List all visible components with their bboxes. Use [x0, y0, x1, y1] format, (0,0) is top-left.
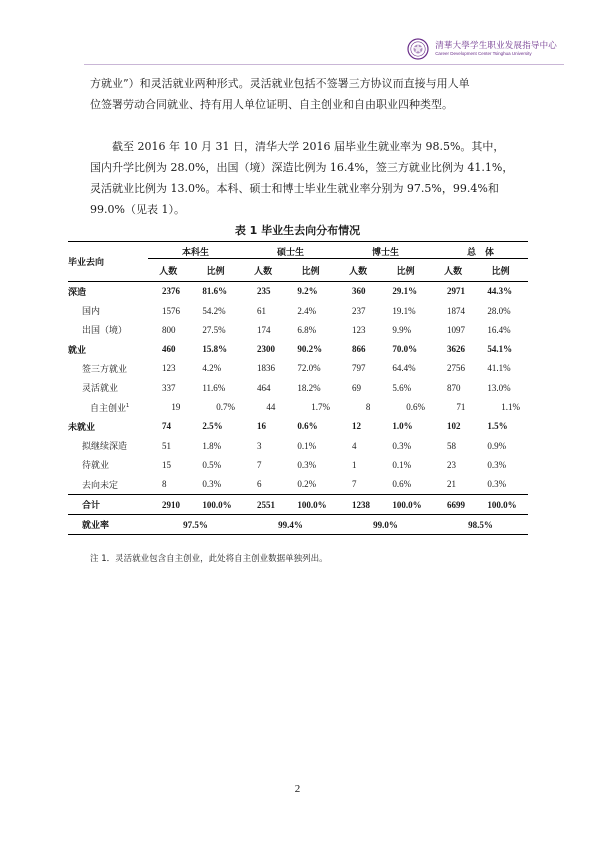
table-cell: 44.3%	[487, 286, 513, 297]
paragraph-2-line: 99.0%（见表 1）。	[90, 203, 185, 216]
rate-value: 97.5%	[148, 515, 243, 535]
header-divider	[84, 64, 564, 65]
table-cell: 6	[256, 479, 262, 490]
table-cell: 64.4%	[392, 363, 416, 374]
table-cell: 0.9%	[487, 440, 507, 451]
table-cell: 71	[456, 402, 466, 413]
table-cell: 1836	[256, 363, 275, 374]
row-label: 出国（境）	[82, 326, 128, 337]
table-cell: 9.2%	[297, 286, 318, 297]
table-cell: 54.2%	[202, 305, 226, 316]
row-label: 未就业	[68, 422, 96, 433]
row-label: 国内	[82, 307, 101, 318]
table-cell: 15	[162, 459, 171, 470]
table-cell: 23	[446, 459, 456, 470]
table-cell: 0.6%	[297, 421, 318, 432]
table-cell: 54.1%	[487, 344, 513, 355]
table-title: 表 1 毕业生去向分布情况	[234, 224, 361, 237]
table-cell: 1	[351, 459, 357, 470]
table-cell: 0.3%	[487, 459, 507, 470]
table-row	[68, 436, 528, 455]
table-cell: 7	[351, 479, 357, 490]
table-cell: 21	[446, 479, 456, 490]
rate-value: 98.5%	[433, 515, 528, 535]
paragraph-2-line: 国内升学比例为 28.0%，出国（境）深造比例为 16.4%，签三方就业比例为 41.1%，	[90, 161, 514, 174]
table-cell: 8	[162, 479, 167, 490]
table-cell: 0.5%	[202, 459, 222, 470]
row-label: 去向未定	[82, 480, 119, 491]
group-header: 硕士生	[243, 242, 338, 262]
table-cell: 58	[446, 440, 456, 451]
paragraph-1-line: 方就业”）和灵活就业两种形式。灵活就业包括不签署三方协议而直接与用人单	[90, 77, 470, 90]
row-header-label: 毕业去向	[68, 242, 148, 282]
table-cell: 2.5%	[202, 421, 223, 432]
table-total-row	[68, 494, 528, 514]
table-cell: 123	[162, 363, 176, 374]
table-cell: 360	[351, 286, 366, 297]
table-cell: 2971	[446, 286, 465, 297]
table-cell: 4.2%	[202, 363, 222, 374]
paragraph-2	[90, 136, 514, 220]
table-footnote: 注 1．灵活就业包含自主创业，此处将自主创业数据单独列出。	[90, 554, 328, 564]
rate-label: 就业率	[68, 515, 148, 535]
row-label: 待就业	[82, 461, 110, 472]
table-cell: 2.4%	[297, 305, 317, 316]
table-cell: 100.0%	[473, 494, 528, 514]
table-cell: 460	[162, 344, 176, 355]
table-row	[68, 455, 528, 474]
table-cell: 237	[351, 305, 366, 316]
brand-logo	[407, 36, 557, 62]
sub-header-ratio: 比例	[283, 261, 338, 281]
table-cell: 2910	[148, 494, 188, 514]
table-cell: 90.2%	[297, 344, 323, 355]
table-cell: 13.0%	[487, 382, 511, 393]
table-cell: 1097	[446, 324, 465, 335]
table-cell: 11.6%	[202, 382, 226, 393]
table-cell: 102	[446, 421, 461, 432]
table-row	[68, 281, 528, 301]
sub-header-count: 人数	[243, 261, 283, 281]
total-label: 合计	[68, 494, 148, 514]
table-cell: 866	[351, 344, 366, 355]
paragraph-2-line: 截至 2016 年 10 月 31 日，清华大学 2016 届毕业生就业率为 98.5%。其中，	[112, 140, 505, 153]
table-cell: 2551	[243, 494, 283, 514]
paragraph-1-line: 位签署劳动合同就业、持有用人单位证明、自主创业和自由职业四种类型。	[90, 98, 453, 111]
table-cell: 81.6%	[202, 286, 228, 297]
table-row	[68, 417, 528, 436]
table-cell: 18.2%	[297, 382, 321, 393]
table-cell: 464	[256, 382, 271, 393]
table-cell: 797	[351, 363, 366, 374]
table-cell: 19	[171, 402, 181, 413]
table-row	[68, 378, 528, 397]
table-cell: 4	[351, 440, 357, 451]
table-cell: 2300	[256, 344, 275, 355]
table-cell: 19.1%	[392, 305, 416, 316]
table-cell: 100.0%	[283, 494, 338, 514]
sub-header-ratio: 比例	[473, 261, 528, 281]
brand-name-cn: 清華大學学生职业发展指导中心	[435, 40, 557, 51]
table-cell: 0.6%	[392, 479, 412, 490]
page-number: 2	[294, 783, 301, 795]
table-cell: 7	[256, 459, 262, 470]
table-row	[68, 301, 528, 320]
table-cell: 8	[365, 402, 371, 413]
row-label: 就业	[68, 345, 87, 356]
sub-header-count: 人数	[433, 261, 473, 281]
table-cell: 28.0%	[487, 305, 511, 316]
row-label: 拟继续深造	[82, 442, 128, 453]
table-cell: 1.8%	[202, 440, 222, 451]
table-cell: 123	[351, 324, 366, 335]
table-cell: 5.6%	[392, 382, 412, 393]
table-cell: 12	[351, 421, 361, 432]
table-cell: 16.4%	[487, 324, 511, 335]
table-rate-row	[68, 515, 528, 535]
table-cell: 1.0%	[392, 421, 413, 432]
table-cell: 9.9%	[392, 324, 412, 335]
table-cell: 100.0%	[188, 494, 243, 514]
row-label: 深造	[68, 287, 87, 298]
table-cell: 6699	[433, 494, 473, 514]
group-header: 博士生	[338, 242, 433, 262]
paragraph-1	[90, 73, 510, 115]
group-header: 本科生	[148, 242, 243, 262]
table-cell: 337	[162, 382, 176, 393]
table-cell: 6.8%	[297, 324, 317, 335]
university-seal-icon	[407, 38, 429, 60]
table-cell: 2756	[446, 363, 465, 374]
row-label: 灵活就业	[82, 384, 119, 395]
table-cell: 70.0%	[392, 344, 418, 355]
table-cell: 1.5%	[487, 421, 508, 432]
table-cell: 1576	[162, 305, 180, 316]
sub-header-ratio: 比例	[188, 261, 243, 281]
table-row	[68, 339, 528, 358]
table-cell: 0.2%	[297, 479, 317, 490]
table-cell: 870	[446, 382, 461, 393]
table-group-header	[68, 242, 528, 262]
table-cell: 0.3%	[487, 479, 507, 490]
table-cell: 1874	[446, 305, 465, 316]
table-cell: 61	[256, 305, 266, 316]
table-cell: 3626	[446, 344, 465, 355]
table-row	[68, 397, 528, 416]
table-cell: 16	[256, 421, 266, 432]
table-cell: 0.6%	[406, 402, 425, 413]
table-cell: 27.5%	[202, 324, 226, 335]
row-label: 签三方就业	[82, 364, 128, 375]
table-cell: 235	[256, 286, 271, 297]
table-cell: 69	[351, 382, 361, 393]
sub-header-count: 人数	[148, 261, 188, 281]
row-label: 自主创业$^1$	[90, 402, 130, 414]
table-cell: 51	[162, 440, 171, 451]
table-cell: 72.0%	[297, 363, 321, 374]
table-cell: 0.3%	[392, 440, 412, 451]
table-cell: 1.7%	[311, 402, 330, 413]
table-cell: 0.3%	[297, 459, 317, 470]
rate-value: 99.0%	[338, 515, 433, 535]
table-cell: 3	[256, 440, 262, 451]
table-row	[68, 359, 528, 378]
table-cell: 29.1%	[392, 286, 418, 297]
table-cell: 15.8%	[202, 344, 228, 355]
paragraph-2-line: 灵活就业比例为 13.0%。本科、硕士和博士毕业生就业率分别为 97.5%，99.4%和	[90, 182, 499, 195]
table-cell: 800	[162, 324, 176, 335]
rate-value: 99.4%	[243, 515, 338, 535]
table-cell: 0.3%	[202, 479, 222, 490]
table-body	[68, 281, 528, 494]
brand-wordmark	[435, 42, 557, 57]
table-row	[68, 475, 528, 495]
table-cell: 74	[162, 421, 171, 432]
table-cell: 1.1%	[501, 402, 520, 413]
sub-header-ratio: 比例	[378, 261, 433, 281]
table-cell: 2376	[162, 286, 180, 297]
table-cell: 100.0%	[378, 494, 433, 514]
table-cell: 41.1%	[487, 363, 511, 374]
table-cell: 0.1%	[392, 459, 412, 470]
table-cell: 0.1%	[297, 440, 317, 451]
table-cell: 0.7%	[216, 402, 235, 413]
destination-table	[68, 241, 528, 535]
brand-name-en: Career Development Center Tsinghua University	[435, 51, 532, 56]
table-row	[68, 320, 528, 339]
page-header	[0, 0, 595, 68]
table-cell: 44	[266, 402, 276, 413]
sub-header-count: 人数	[338, 261, 378, 281]
group-header: 总 体	[433, 242, 528, 262]
table-cell: 174	[256, 324, 271, 335]
table-cell: 1238	[338, 494, 378, 514]
